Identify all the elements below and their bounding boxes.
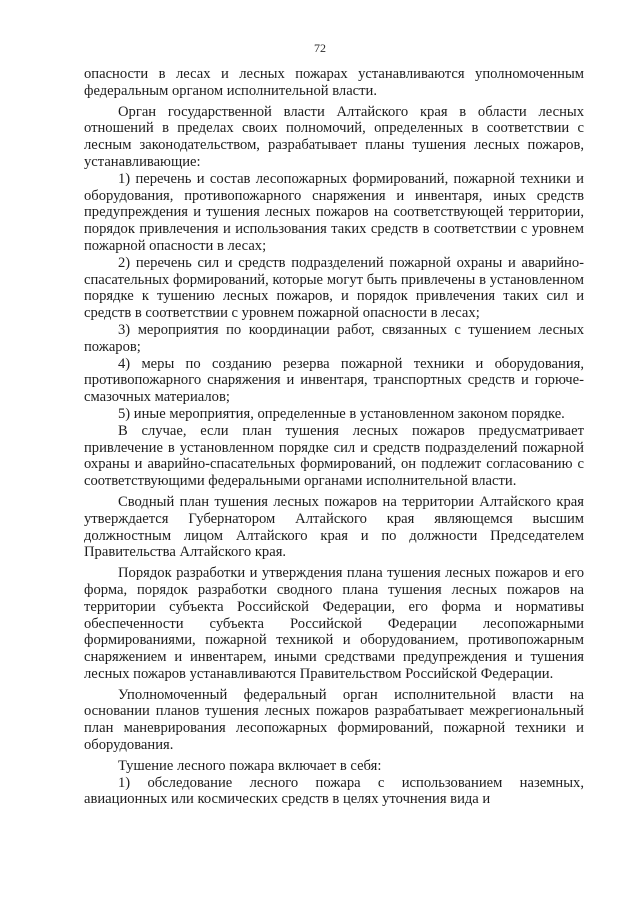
list-item-5: 5) иные мероприятия, определенные в установленном законом порядке. <box>118 405 565 422</box>
page-number: 72 <box>314 41 326 55</box>
list-item-4: 4) меры по созданию резерва пожарной техники и оборудования, противопожарного снаряжения и инвентаря, транспортных средств и горюче-смазочных материалов; <box>84 355 584 406</box>
paragraph-coordination: В случае, если план тушения лесных пожаров предусматривает привлечение в установленном порядке сил и средств подразделений пожарной охраны и аварийно-спасательных формирований, он подлежит согласованию с соответствующими федеральными органами исполнительной власти. <box>84 422 584 490</box>
paragraph-extinguishing-intro: Тушение лесного пожара включает в себя: <box>118 757 382 774</box>
list-item-2: 2) перечень сил и средств подразделений пожарной охраны и аварийно-спасательных формирований, которые могут быть привлечены в установленном порядке к тушению лесных пожаров, и порядок привлечения таких сил и средств в соответствии с уровнем пожарной опасности в лесах; <box>84 254 584 322</box>
document-body <box>84 66 584 808</box>
paragraph-continuation: опасности в лесах и лесных пожарах устанавливаются уполномоченным федеральным органом исполнительной власти. <box>84 66 584 99</box>
list-item-3: 3) мероприятия по координации работ, связанных с тушением лесных пожаров; <box>84 321 584 355</box>
paragraph-intro: Орган государственной власти Алтайского края в области лесных отношений в пределах своих полномочий, определенных в соответствии с лесным законодательством, разрабатывает планы тушения лесных пожаров, устанавливающие: <box>84 103 584 170</box>
list-item-1: 1) перечень и состав лесопожарных формирований, пожарной техники и оборудования, противопожарного снаряжения и инвентаря, иных средств предупреждения и тушения лесных пожаров на соответствующей территории, порядок привлечения и использования таких средств в соответствии с уровнем пожарной опасности в лесах; <box>84 170 584 254</box>
paragraph-summary-plan: Сводный план тушения лесных пожаров на территории Алтайского края утверждается Губернатором Алтайского края являющемся высшим должностным лицом Алтайского края и по должности Председателем Правительства Алтайского края. <box>84 493 584 561</box>
paragraph-federal-plan: Уполномоченный федеральный орган исполнительной власти на основании планов тушения лесных пожаров разрабатывает межрегиональный план маневрирования лесопожарных формирований, пожарной техники и оборудования. <box>84 686 584 754</box>
paragraph-procedure: Порядок разработки и утверждения плана тушения лесных пожаров и его форма, порядок разработки сводного плана тушения лесных пожаров на территории субъекта Российской Федерации, его форма и нормативы обеспеченности субъекта Российской Федерации лесопожарными формированиями, пожарной техникой и оборудованием, противопожарным снаряжением и инвентарем, иными средствами предупреждения и тушения лесных пожаров устанавливаются Правительством Российской Федерации. <box>84 565 584 682</box>
list-item-survey: 1) обследование лесного пожара с использованием наземных, авиационных или космических средств в целях уточнения вида и <box>84 774 584 808</box>
